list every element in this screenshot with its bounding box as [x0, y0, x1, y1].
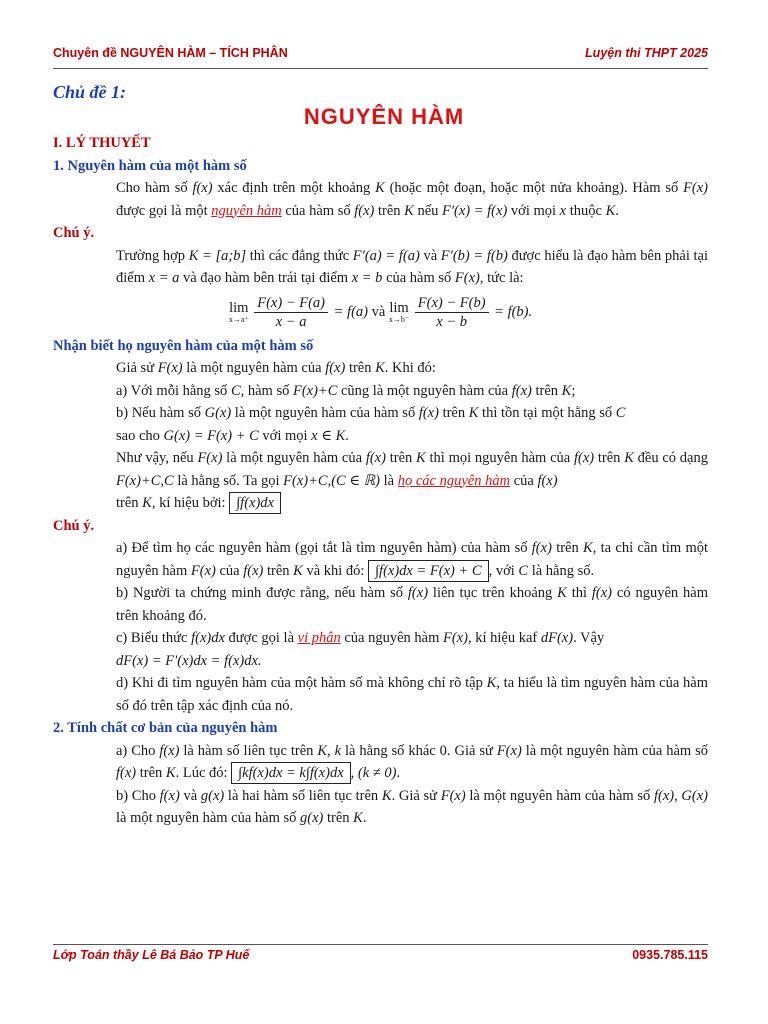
page-footer — [53, 948, 708, 968]
definition-paragraph: Cho hàm số f(x) xác định trên một khoảng K (hoặc một đoạn, hoặc một nửa khoảng). Hàm số F(x) được gọi là một nguyên hàm của hàm số f(x) trên K nếu F′(x) = f(x) với mọi x thuộc K. — [116, 180, 709, 219]
antiderivative-formula-box: ∫f(x)dx = F(x) + C — [368, 560, 488, 582]
term-vi-phan: vi phân — [297, 630, 341, 646]
family-item-a: a) Với mỗi hằng số C, hàm số F(x)+C cũng là một nguyên hàm của f(x) trên K; — [116, 382, 576, 399]
note2-item-a: a) Để tìm họ các nguyên hàm (gọi tắt là tìm nguyên hàm) của hàm số f(x) trên K, ta chỉ cần tìm một nguyên hàm F(x) của f(x) trên K và khi đó: ∫f(x)dx = F(x) + C , với C là hằng số. — [53, 537, 708, 582]
family-conclusion: Như vậy, nếu F(x) là một nguyên hàm của f(x) trên K thì mọi nguyên hàm của f(x) trên K đều có dạng F(x)+C,C là hằng số. Ta gọi F(x)+C,(C ∈ ℝ) là họ các nguyên hàm của f(x) trên K, kí hiệu bởi: ∫f(x)dx — [53, 447, 708, 515]
main-content — [53, 132, 708, 830]
page-title: NGUYÊN HÀM — [303, 104, 465, 129]
page-header — [53, 46, 708, 66]
subsection-heading-family: Nhận biết họ nguyên hàm của một hàm số — [53, 337, 314, 354]
property-item-b: b) Cho f(x) và g(x) là hai hàm số liên tục trên K. Giả sử F(x) là một nguyên hàm của hàm số f(x), G(x) là một nguyên hàm của hàm số g(x) trên K. — [116, 787, 708, 826]
family-intro: Giả sử F(x) là một nguyên hàm của f(x) trên K. Khi đó: — [116, 360, 436, 376]
header-left: Chuyên đề NGUYÊN HÀM – TÍCH PHÂN — [53, 46, 288, 60]
section-heading: I. LÝ THUYẾT — [53, 135, 151, 151]
footer-left: Lớp Toán thầy Lê Bá Bảo TP Huế — [53, 948, 250, 962]
term-nguyen-ham: nguyên hàm — [211, 202, 282, 219]
header-right: Luyện thi THPT 2025 — [585, 46, 708, 60]
note-paragraph-1: Trường hợp K = [a;b] thì các đẳng thức F′(a) = f(a) và F′(b) = f(b) được hiểu là đạo hàm bên phải tại điểm x = a và đạo hàm bên trái tại điểm x = b của hàm số F(x), tức là: — [116, 247, 709, 286]
constant-multiple-box: ∫kf(x)dx = k∫f(x)dx — [231, 762, 350, 784]
family-item-b: b) Nếu hàm số G(x) là một nguyên hàm của hàm số f(x) trên K thì tồn tại một hằng số C sao cho G(x) = F(x) + C với mọi x ∈ K. — [116, 405, 626, 444]
footer-phone: 0935.785.115 — [632, 948, 708, 962]
header-divider — [53, 68, 708, 69]
limit-formula: lim x→a⁺ $\frac{F(x) - F(a)}{x - a}$ = f(a) và lim x→b⁻ $\frac{F(x) - F(b)}{x - b}$ = f(b). — [228, 294, 533, 330]
term-ho-nguyen-ham: họ các nguyên hàm — [397, 472, 511, 489]
subsection-heading-2: 2. Tính chất cơ bản của nguyên hàm — [53, 720, 278, 736]
note2-item-d: d) Khi đi tìm nguyên hàm của một hàm số mà không chỉ rõ tập K, ta hiểu là tìm nguyên hàm của hàm số đó trên tập xác định của nó. — [116, 675, 709, 714]
note-label-2: Chú ý. — [53, 517, 95, 534]
note2-item-c: c) Biểu thức f(x)dx được gọi là vi phân của nguyên hàm F(x), kí hiệu kaf dF(x). Vậy dF(x) = F′(x)dx = f(x)dx. — [116, 630, 605, 669]
property-item-a: a) Cho f(x) là hàm số liên tục trên K, k là hằng số khác 0. Giả sử F(x) là một nguyên hàm của hàm số f(x) trên K. Lúc đó: ∫kf(x)dx = k∫f(x)dx , (k ≠ 0). — [53, 740, 708, 785]
subsection-heading-1: 1. Nguyên hàm của một hàm số — [53, 157, 247, 174]
note2-item-b: b) Người ta chứng minh được rằng, nếu hàm số f(x) liên tục trên khoảng K thì f(x) có nguyên hàm trên khoảng đó. — [116, 585, 708, 624]
footer-divider — [53, 944, 708, 945]
topic-label: Chủ đề 1: — [53, 82, 127, 102]
note-label-1: Chú ý. — [53, 225, 95, 241]
integral-notation-box: ∫f(x)dx — [229, 492, 281, 514]
